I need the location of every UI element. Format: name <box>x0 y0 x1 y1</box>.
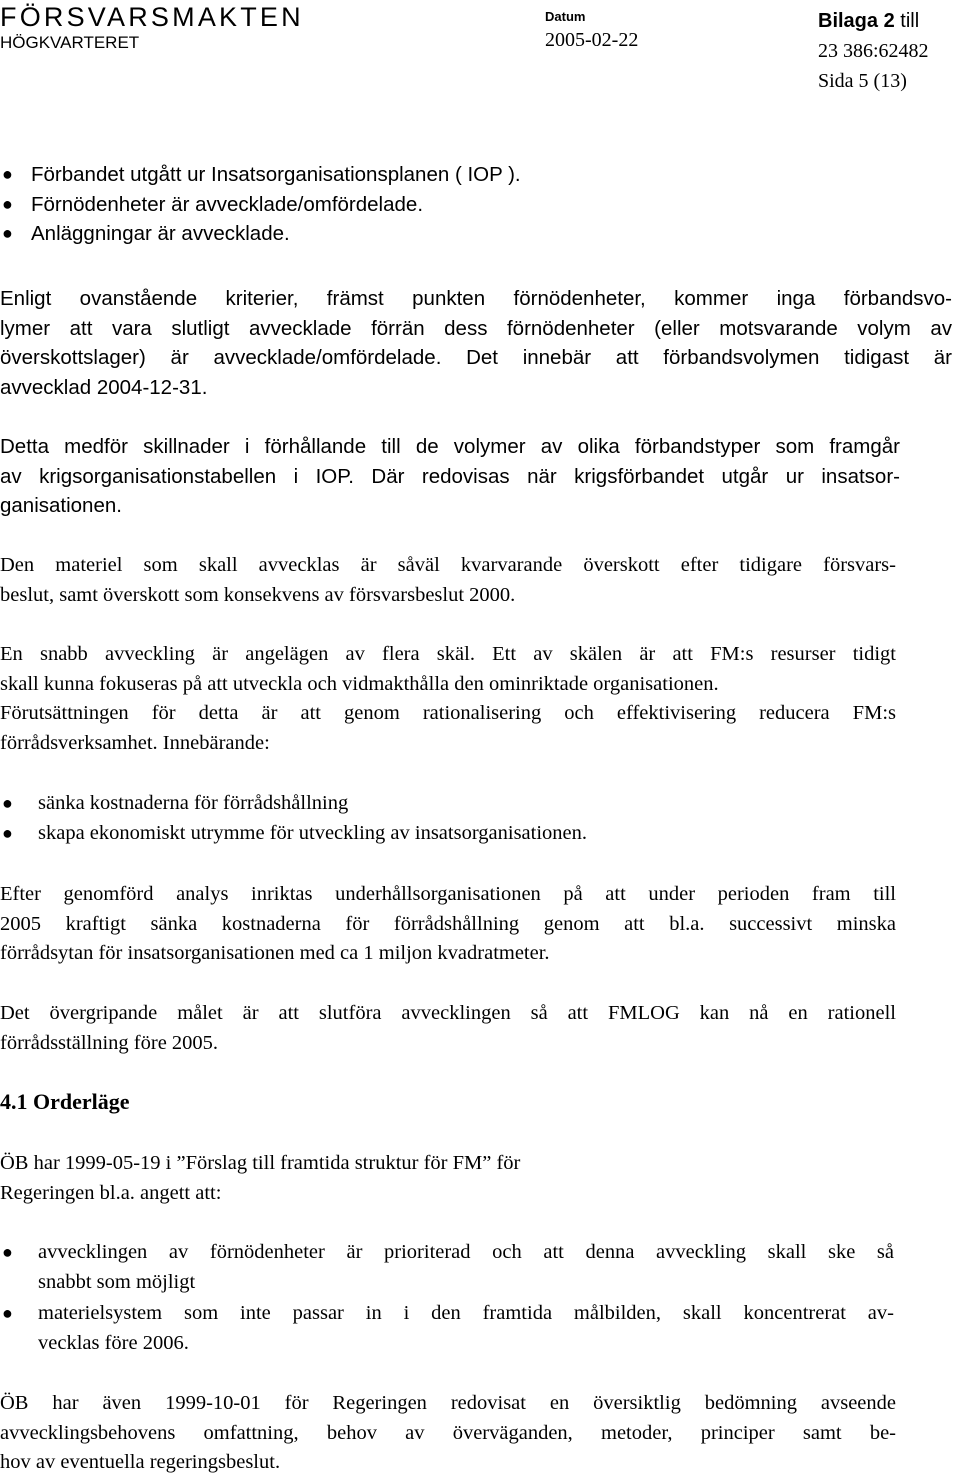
text-line: Detta medför skillnader i förhållande till de volymer av olika förbandstyper som framgår <box>0 435 900 458</box>
text-line: Förutsättningen för detta är att genom rationalisering och effektivisering reducera FM:s <box>0 702 896 724</box>
list-item-text: Förbandet utgått ur Insatsorganisationsplanen ( IOP ). <box>31 163 521 186</box>
list-item-text: Förnödenheter är avvecklade/omfördelade. <box>31 192 424 216</box>
list-item-text <box>38 1238 894 1297</box>
paragraph <box>0 880 896 969</box>
paragraph <box>0 551 896 610</box>
paragraph <box>0 640 896 758</box>
text-line: av krigsorganisationstabellen i IOP. Där redovisas när krigsförbandet utgår ur insatsor- <box>0 464 900 488</box>
bullet-icon: ● <box>2 193 13 214</box>
text-line: förrådsställning före 2005. <box>0 1031 219 1054</box>
text-line: materielsystem som inte passar in i den framtida målbilden, skall koncentrerat av- <box>38 1302 894 1324</box>
text-line: hov av eventuella regeringsbeslut. <box>0 1451 281 1473</box>
list-item-text: sänka kostnaderna för förrådshållning <box>38 792 349 814</box>
appendix-number: Bilaga 2 <box>818 10 895 32</box>
text-line: En snabb avveckling är angelägen av flera skäl. Ett av skälen är att FM:s resurser tidigt <box>0 643 896 665</box>
paragraph <box>0 1149 950 1208</box>
text-line: överskottslager) är avvecklade/omfördelade. Det innebär att förbandsvolymen tidigast är <box>0 346 952 369</box>
text-line: Det övergripande målet är att slutföra avvecklingen så att FMLOG kan nå en rationell <box>0 1002 896 1024</box>
date-label: Datum <box>545 9 586 24</box>
text-line: Den materiel som skall avvecklas är såväl kvarvarande överskott efter tidigare försvars- <box>0 554 896 576</box>
bullet-icon: ● <box>2 822 13 843</box>
bullet-icon: ● <box>2 164 13 184</box>
text-line: Regeringen bl.a. angett att: <box>0 1181 222 1204</box>
bullet-icon: ● <box>2 1242 13 1262</box>
text-line: beslut, samt överskott som konsekvens av försvarsbeslut 2000. <box>0 583 516 606</box>
text-line: ÖB har 1999-05-19 i ”Förslag till framtida struktur för FM” för <box>0 1152 521 1174</box>
page-number: Sida 5 (13) <box>818 70 907 92</box>
text-line: vecklas före 2006. <box>38 1331 189 1354</box>
text-line: avvecklad 2004-12-31. <box>0 375 208 399</box>
text-line: skall kunna fokuseras på att utveckla och vidmakthålla den ominriktade organisationen. <box>0 672 719 695</box>
text-line: Efter genomförd analys inriktas underhållsorganisationen på att under perioden fram till <box>0 883 896 905</box>
section-heading: 4.1 Orderläge <box>0 1089 130 1114</box>
paragraph <box>0 284 952 402</box>
appendix-label <box>818 10 919 33</box>
text-line: snabbt som möjligt <box>38 1270 196 1293</box>
text-line: 2005 kraftigt sänka kostnaderna för förrådshållning genom att bl.a. successivt minska <box>0 912 896 935</box>
list-item-text: skapa ekonomiskt utrymme för utveckling av insatsorganisationen. <box>38 821 588 844</box>
text-line: avvecklingen av förnödenheter är prioriterad och att denna avveckling skall ske så <box>38 1241 894 1263</box>
organization-name: FÖRSVARSMAKTEN <box>0 2 304 32</box>
text-line: förrådsverksamhet. Innebärande: <box>0 731 270 754</box>
list-item-text: Anläggningar är avvecklade. <box>31 222 290 245</box>
bullet-icon: ● <box>2 223 13 243</box>
reference-number: 23 386:62482 <box>818 40 929 62</box>
text-line: ÖB har även 1999-10-01 för Regeringen redovisat en översiktlig bedömning avseende <box>0 1392 896 1414</box>
text-line: avvecklingsbehovens omfattning, behov av överväganden, metoder, principer samt be- <box>0 1421 896 1444</box>
text-line: förrådsytan för insatsorganisationen med ca 1 miljon kvadratmeter. <box>0 942 550 964</box>
appendix-suffix: till <box>894 10 920 32</box>
paragraph <box>0 1389 896 1478</box>
text-line: lymer att vara slutligt avvecklade förrän dess förnödenheter (eller motsvarande volym av <box>0 316 952 340</box>
text-line: Enligt ovanstående kriterier, främst punkten förnödenheter, kommer inga förbandsvo- <box>0 287 952 310</box>
bullet-icon: ● <box>2 1303 13 1323</box>
paragraph <box>0 999 896 1058</box>
unit-name: HÖGKVARTERET <box>0 33 140 52</box>
bullet-icon: ● <box>2 793 13 813</box>
document-date: 2005-02-22 <box>545 29 639 51</box>
paragraph <box>0 432 900 521</box>
list-item-text <box>38 1299 894 1358</box>
text-line: ganisationen. <box>0 494 122 517</box>
